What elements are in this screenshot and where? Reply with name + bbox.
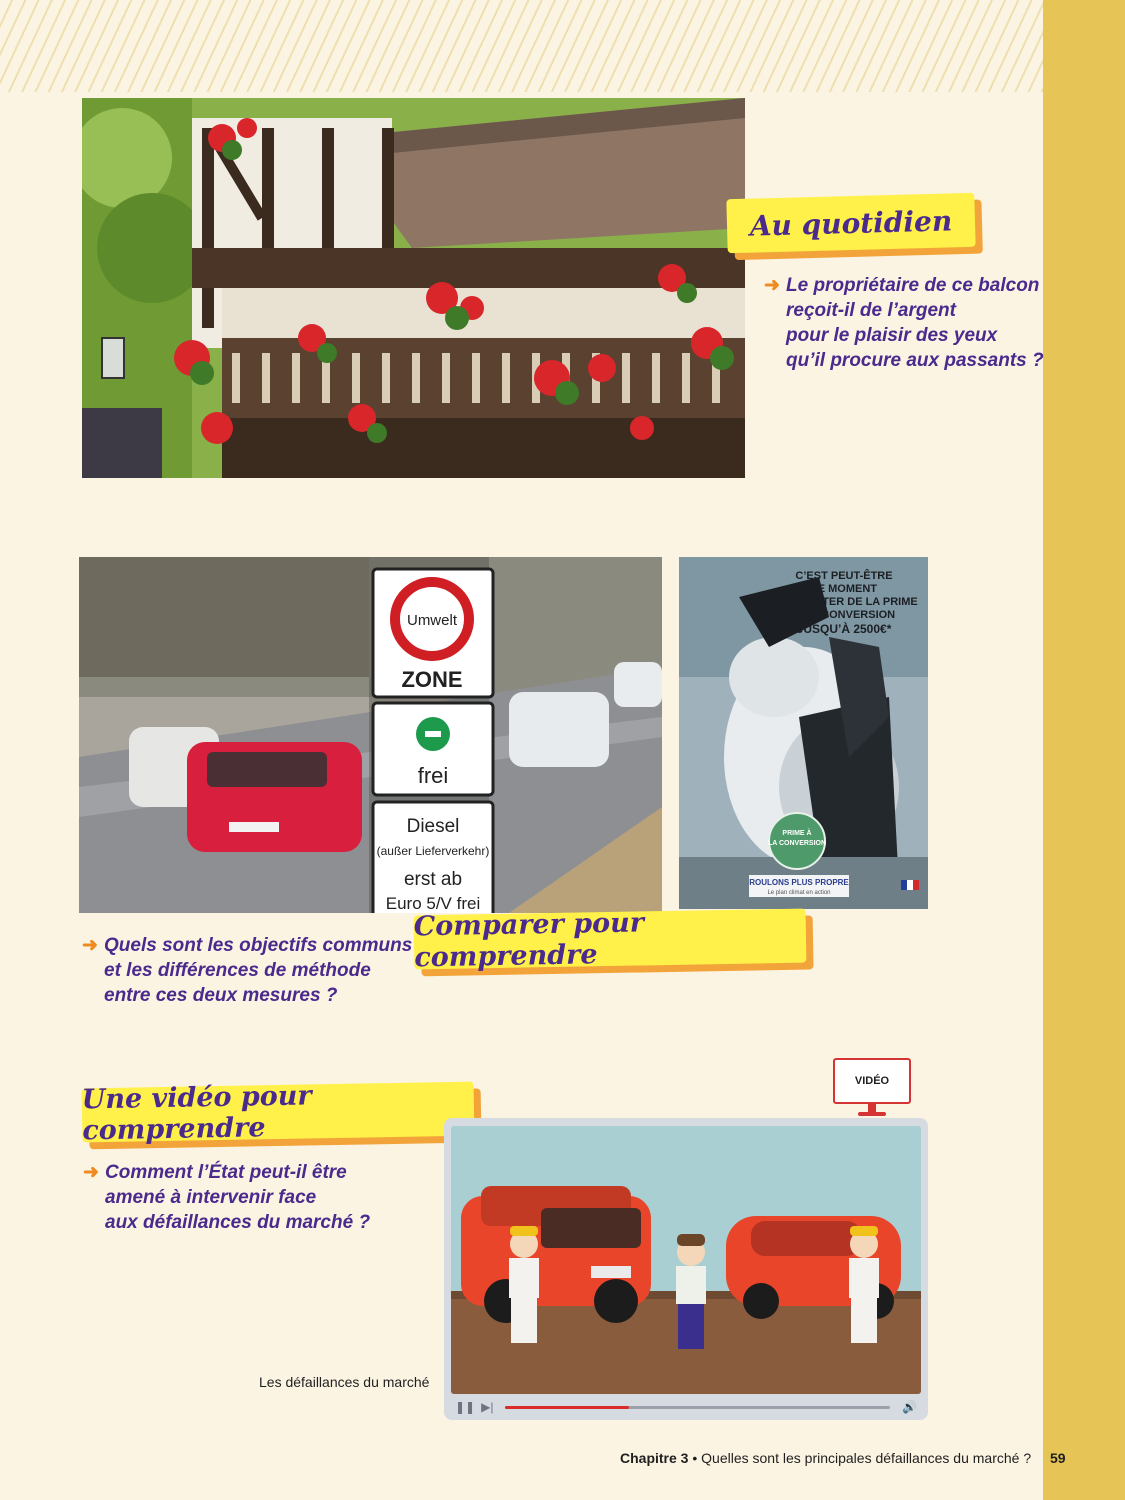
sign-lieferverkehr-text: (außer Lieferverkehr)	[376, 844, 490, 858]
video-caption: Les défaillances du marché	[259, 1374, 430, 1390]
comparer-tag	[413, 907, 807, 974]
comparer-title: Comparer pour comprendre	[413, 907, 645, 974]
poster-headline-line: LE MOMENT	[811, 583, 877, 595]
page-footer	[620, 1450, 1031, 1466]
monitor-icon	[833, 1058, 911, 1104]
video-tag	[81, 1080, 475, 1147]
arrow-right-icon: ➜	[764, 275, 780, 296]
poster-headline-line: C’EST PEUT-ÊTRE	[795, 570, 893, 582]
comparer-question	[82, 933, 413, 1008]
question-line: aux défaillances du marché ?	[105, 1212, 371, 1233]
sign-frei-text: frei	[417, 763, 449, 788]
video-controls	[451, 1398, 921, 1416]
top-stripe-decoration	[0, 0, 1043, 92]
balcony-photo	[82, 98, 745, 478]
poster-headline-line: DE PROFITER DE LA PRIME	[770, 596, 918, 608]
poster-badge-line: PRIME À	[782, 830, 812, 837]
video-progress-fill	[505, 1406, 628, 1409]
question-line: qu’il procure aux passants ?	[786, 350, 1044, 371]
video-thumbnail[interactable]	[451, 1126, 921, 1394]
arrow-right-icon: ➜	[83, 1162, 99, 1183]
monitor-stand	[868, 1104, 876, 1112]
poster-slogan: ROULONS PLUS PROPRE	[749, 878, 849, 887]
footer-chapter: Chapitre 3	[620, 1450, 689, 1466]
sign-zone-text: ZONE	[401, 667, 463, 692]
au-quotidien-title: Au quotidien	[749, 203, 953, 243]
page-margin-band	[1043, 0, 1125, 1500]
question-line: amené à intervenir face	[105, 1187, 317, 1208]
sign-euro-text: Euro 5/V frei	[385, 894, 481, 913]
sign-umwelt-text: Umwelt	[406, 612, 458, 629]
question-line: Quels sont les objectifs communs	[104, 935, 413, 956]
video-progress-bar[interactable]	[505, 1406, 890, 1409]
question-line: Le propriétaire de ce balcon	[786, 275, 1040, 296]
volume-icon[interactable]: 🔊	[902, 1400, 917, 1414]
umweltzone-photo	[79, 557, 662, 913]
page-number: 59	[1050, 1450, 1066, 1466]
video-badge-label: VIDÉO	[854, 1075, 890, 1087]
poster-headline-line: JUSQU’À 2500€*	[796, 622, 892, 636]
video-player[interactable]	[444, 1118, 928, 1420]
poster-badge-line: LA CONVERSION	[767, 840, 827, 847]
video-question	[83, 1160, 371, 1235]
video-title: Une vidéo pour comprendre	[81, 1080, 312, 1147]
question-line: et les différences de méthode	[104, 960, 371, 981]
au-quotidien-tag	[726, 193, 975, 253]
question-line: pour le plaisir des yeux	[786, 325, 998, 346]
footer-separator: •	[688, 1450, 702, 1466]
sign-erst-ab-text: erst ab	[403, 869, 463, 890]
pause-icon[interactable]: ❚❚	[455, 1400, 476, 1414]
video-badge	[833, 1058, 911, 1120]
sign-diesel-text: Diesel	[406, 816, 460, 837]
skip-icon[interactable]: ▶|	[481, 1400, 494, 1414]
poster-headline-line: À LA CONVERSION	[792, 609, 896, 621]
footer-subtitle: Quelles sont les principales défaillances du marché ?	[701, 1450, 1032, 1466]
au-quotidien-question	[764, 273, 1044, 373]
question-line: entre ces deux mesures ?	[104, 985, 338, 1006]
prime-conversion-poster	[679, 557, 928, 909]
arrow-right-icon: ➜	[82, 935, 98, 956]
poster-slogan-sub: Le plan climat en action	[767, 890, 831, 896]
question-line: Comment l’État peut-il être	[105, 1162, 347, 1183]
monitor-base	[858, 1112, 886, 1116]
question-line: reçoit-il de l’argent	[786, 300, 956, 321]
